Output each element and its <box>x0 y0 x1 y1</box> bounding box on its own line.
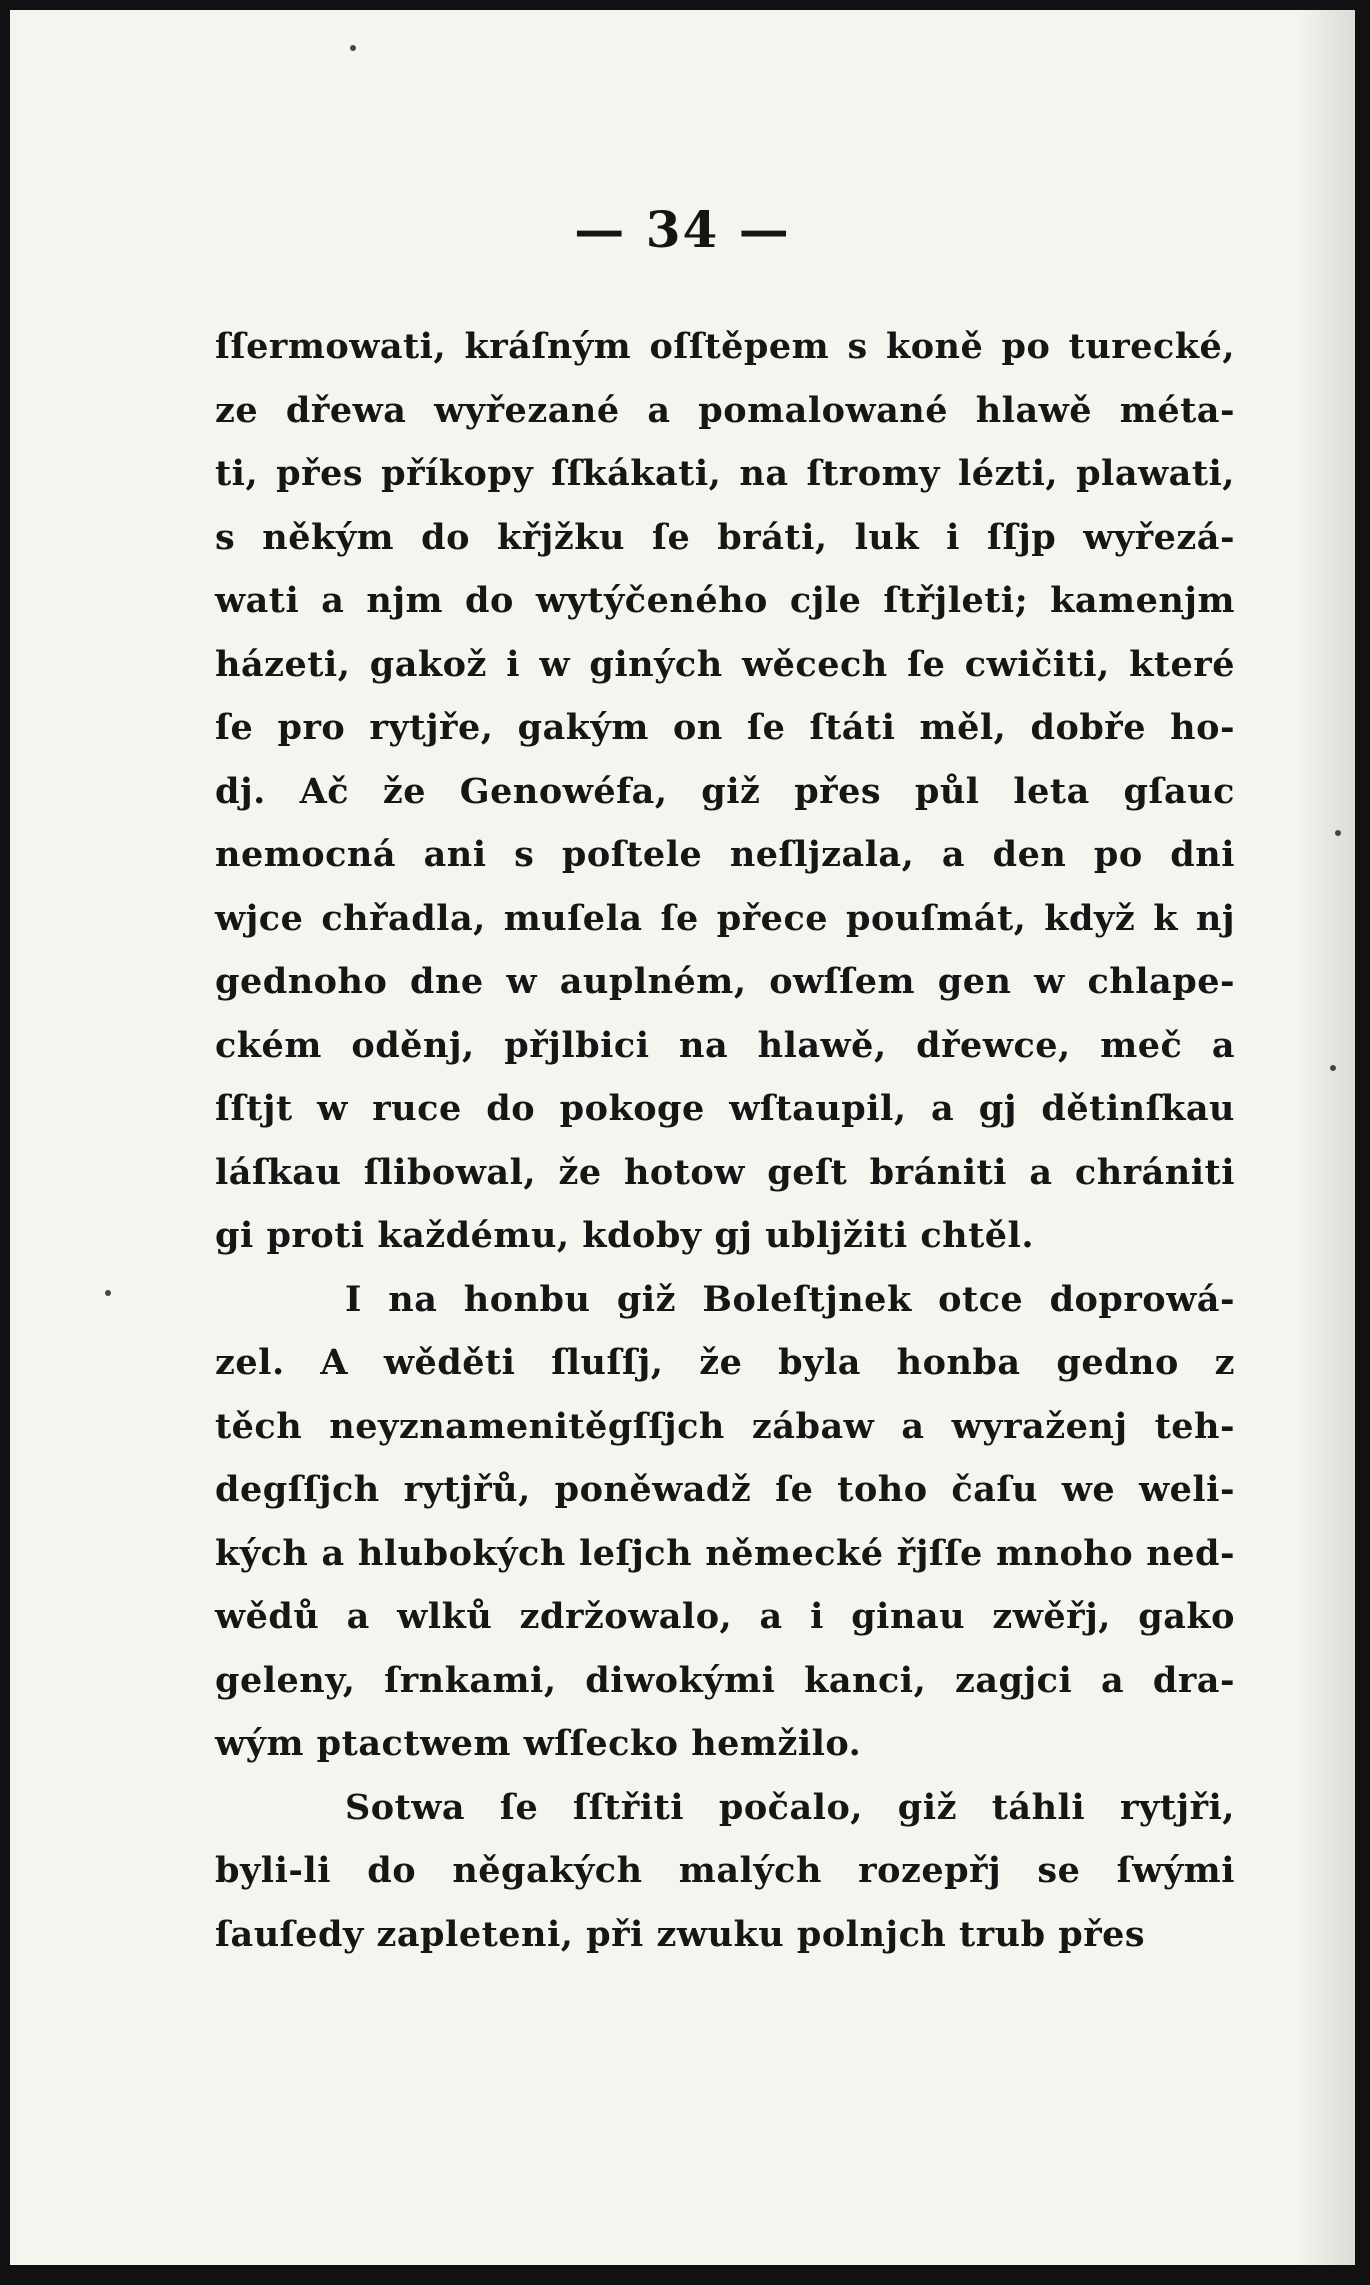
text-line: Sotwa ſe ſſtřiti počalo, giž táhli rytjři, <box>345 1786 1235 1828</box>
text-line: kých a hlubokých leſjch německé řjſſe mnoho ned- <box>215 1532 1235 1574</box>
text-line: geleny, ſrnkami, diwokými kanci, zagjci a dra- <box>215 1659 1235 1701</box>
text-line: wědů a wlků zdržowalo, a i ginau zwěřj, gako <box>215 1596 1235 1637</box>
text-line: degſſjch rytjřů, poněwadž ſe toho čaſu we weli- <box>215 1469 1235 1510</box>
book-page <box>10 10 1355 2265</box>
text-line: nemocná ani s poſtele neſljzala, a den po dni <box>215 834 1235 875</box>
text-line: wjce chřadla, muſela ſe přece pouſmát, když k nj <box>215 897 1235 939</box>
text-line: wati a njm do wytýčeného cjle ſtřjleti; kamenjm <box>215 580 1235 621</box>
paper-speck <box>105 1290 111 1296</box>
text-line: těch neyznamenitěgſſjch zábaw a wyraženj teh- <box>215 1405 1235 1447</box>
text-line: ſe pro rytjře, gakým on ſe ſtáti měl, dobře ho- <box>215 707 1235 748</box>
text-line: wým ptactwem wſſecko hemžilo. <box>215 1723 862 1764</box>
text-line: gednoho dne w auplném, owſſem gen w chlape- <box>215 961 1235 1002</box>
text-line: gi proti každému, kdoby gj ublјžiti chtěl. <box>215 1215 1035 1256</box>
text-line: ti, přes příkopy ſſkákati, na ſtromy lézti, plawati, <box>215 453 1235 494</box>
text-line: ſſermowati, kráſným oſſtěpem s koně po turecké, <box>215 326 1235 367</box>
text-line: ſauſedy zapleteni, při zwuku polnjch trub přes <box>215 1913 1146 1955</box>
text-line: ckém oděnj, přjlbici na hlawě, dřewce, meč a <box>215 1024 1235 1066</box>
text-line: zel. A wěděti ſluſſj, že byla honba gedno z <box>215 1342 1235 1383</box>
paper-speck <box>1335 830 1341 836</box>
page-number: — 34 — <box>574 200 791 259</box>
paper-speck <box>1330 1065 1336 1071</box>
paper-speck <box>350 45 356 51</box>
text-line: I na honbu giž Boleſtjnek otce doprowá- <box>345 1278 1235 1320</box>
binding-shadow <box>1295 10 1355 2265</box>
text-line: s někým do křjžku ſe bráti, luk i ſſjp wyřezá- <box>215 516 1235 558</box>
text-line: ze dřewa wyřezané a pomalowané hlawě méta- <box>215 389 1235 431</box>
text-line: byli-li do něgakých malých rozepřj se ſwými <box>215 1850 1235 1891</box>
text-line: házeti, gakož i w giných wěcech ſe cwičiti, které <box>215 643 1235 685</box>
text-line: dj. Ač že Genowéfa, giž přes půl leta gſauc <box>215 770 1235 812</box>
text-line: ſſtjt w ruce do pokoge wſtaupil, a gj dětinſkau <box>215 1088 1235 1129</box>
body-text <box>215 315 1235 1966</box>
text-line: láſkau ſlibowal, že hotow geſt brániti a chrániti <box>215 1151 1235 1193</box>
